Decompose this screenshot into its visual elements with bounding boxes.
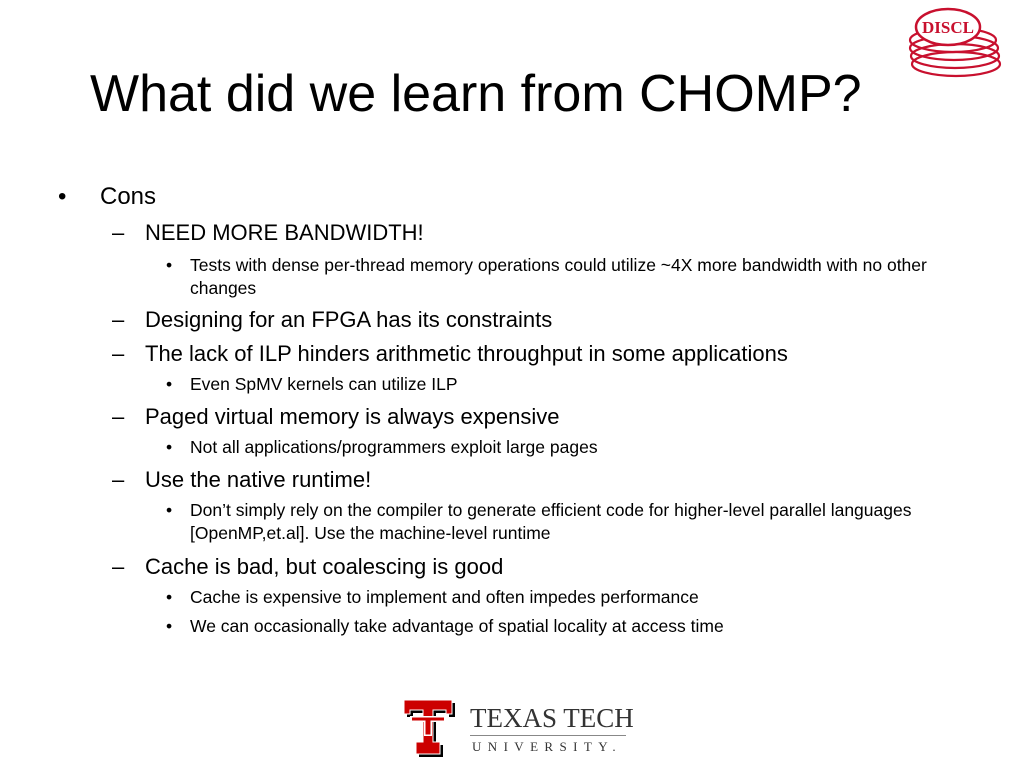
sub-bullet-compiler — [166, 499, 950, 545]
bullet-text: Use the native runtime! — [145, 467, 372, 492]
bullet-paged-memory — [112, 403, 560, 431]
dash-marker: – — [112, 220, 125, 245]
dash-marker: – — [112, 307, 125, 332]
texas-tech-divider — [470, 735, 626, 736]
bullet-native-runtime — [112, 466, 372, 494]
double-t-icon — [402, 698, 456, 760]
bullet-cons — [58, 182, 157, 212]
bullet-cache-coalescing — [112, 553, 504, 581]
bullet-marker: • — [166, 500, 173, 520]
sub-bullet-bandwidth-tests — [166, 254, 950, 300]
bullet-text: Not all applications/programmers exploit large pages — [190, 437, 598, 457]
bullet-bandwidth — [112, 219, 424, 247]
dash-marker: – — [112, 341, 125, 366]
bullet-ilp — [112, 340, 788, 368]
bullet-marker: • — [166, 374, 173, 394]
bullet-text: Cache is expensive to implement and often impedes performance — [190, 587, 699, 607]
slide-title: What did we learn from CHOMP? — [90, 65, 862, 123]
bullet-marker: • — [58, 183, 67, 210]
bullet-text: Designing for an FPGA has its constraints — [145, 307, 553, 332]
sub-bullet-cache-expensive — [166, 586, 950, 609]
bullet-text: Cache is bad, but coalescing is good — [145, 554, 504, 579]
bullet-text: Even SpMV kernels can utilize ILP — [190, 374, 458, 394]
discl-logo-text: DISCL — [922, 18, 974, 37]
bullet-text: Tests with dense per-thread memory operations could utilize ~4X more bandwidth with no other changes — [190, 255, 927, 298]
bullet-text: Don’t simply rely on the compiler to generate efficient code for higher-level parallel languages [OpenMP,et.al]. Use the machine-level runtime — [190, 500, 912, 543]
bullet-marker: • — [166, 587, 173, 607]
bullet-text: Paged virtual memory is always expensive — [145, 404, 560, 429]
texas-tech-university-text: UNIVERSITY. — [472, 739, 622, 754]
bullet-marker: • — [166, 437, 173, 457]
bullet-text: NEED MORE BANDWIDTH! — [145, 220, 424, 245]
bullet-marker: • — [166, 616, 173, 636]
bullet-text: We can occasionally take advantage of spatial locality at access time — [190, 616, 724, 636]
bullet-text: The lack of ILP hinders arithmetic throughput in some applications — [145, 341, 788, 366]
sub-bullet-spmv — [166, 373, 950, 396]
dash-marker: – — [112, 467, 125, 492]
dash-marker: – — [112, 404, 125, 429]
sub-bullet-spatial-locality — [166, 615, 950, 638]
bullet-marker: • — [166, 255, 173, 275]
texas-tech-name: TEXAS TECH — [470, 703, 634, 733]
dash-marker: – — [112, 554, 125, 579]
bullet-text: Cons — [100, 183, 157, 210]
sub-bullet-large-pages — [166, 436, 950, 459]
bullet-fpga — [112, 306, 553, 334]
